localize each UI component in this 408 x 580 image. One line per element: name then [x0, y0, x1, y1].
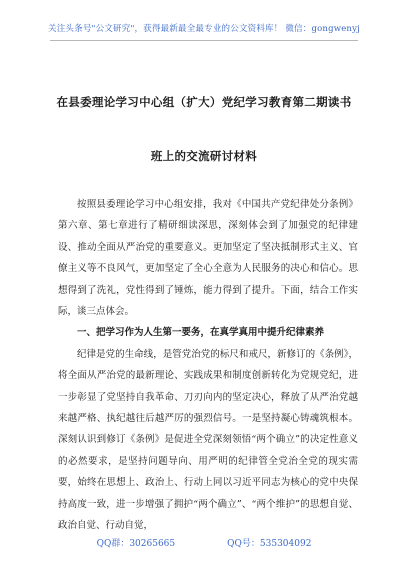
document-title-line1: 在县委理论学习中心组（扩大）党纪学习教育第二期读书 [56, 95, 352, 109]
header-promo-text: 关注头条号"公文研究"，获得最新最全最专业的公文资料库！ 微信：gongwenyj [48, 24, 360, 34]
footer-contact [0, 536, 408, 549]
body-paragraph-section1: 纪律是党的生命线，是管党治党的标尺和戒尺，新修订的《条例》，将全面从严治党的最新理论、实践成果和制度创新转化为党规党纪，进一步彰显了党坚持自我革命、刀刃向内的坚定决心，释放了从严治党越来越严格、执纪越往后越严厉的强烈信号。一是坚持凝心铸魂筑根本。深刻认识到修订《条例》是促进全党深刻领悟“两个确立”的决定性意义的必然要求，是坚持问题导向、用严明的纪律管全党治全党的现实需要，始终在思想上、政治上、行动上同以习近平同志为核心的党中央保持高度一致，进一步增强了拥护“两个确立”、“两个维护”的思想自觉、政治自觉、行动自觉， [58, 348, 358, 532]
document-title-line2: 班上的交流研讨材料 [150, 149, 258, 163]
header-divider [50, 40, 358, 41]
footer-qq-number: QQ号：535304092 [227, 539, 312, 549]
section-heading-1: 一、把学习作为人生第一要务，在真学真用中提升纪律素养 [77, 327, 325, 339]
footer-qq-group: QQ群：30265665 [96, 539, 176, 549]
document-body [58, 194, 358, 537]
body-paragraph-intro: 按照县委理论学习中心组安排，我对《中国共产党纪律处分条例》第六章、第七章进行了精研细读深思，深刻体会到了加强党的纪律建设、推动全面从严治党的重要意义。更加坚定了坚决抵制形式主义、官僚主义等不良风气，更加坚定了全心全意为人民服务的决心和信心。思想得到了洗礼，党性得到了锤炼，能力得到了提升。下面，结合工作实际，谈三点体会。 [58, 199, 358, 318]
